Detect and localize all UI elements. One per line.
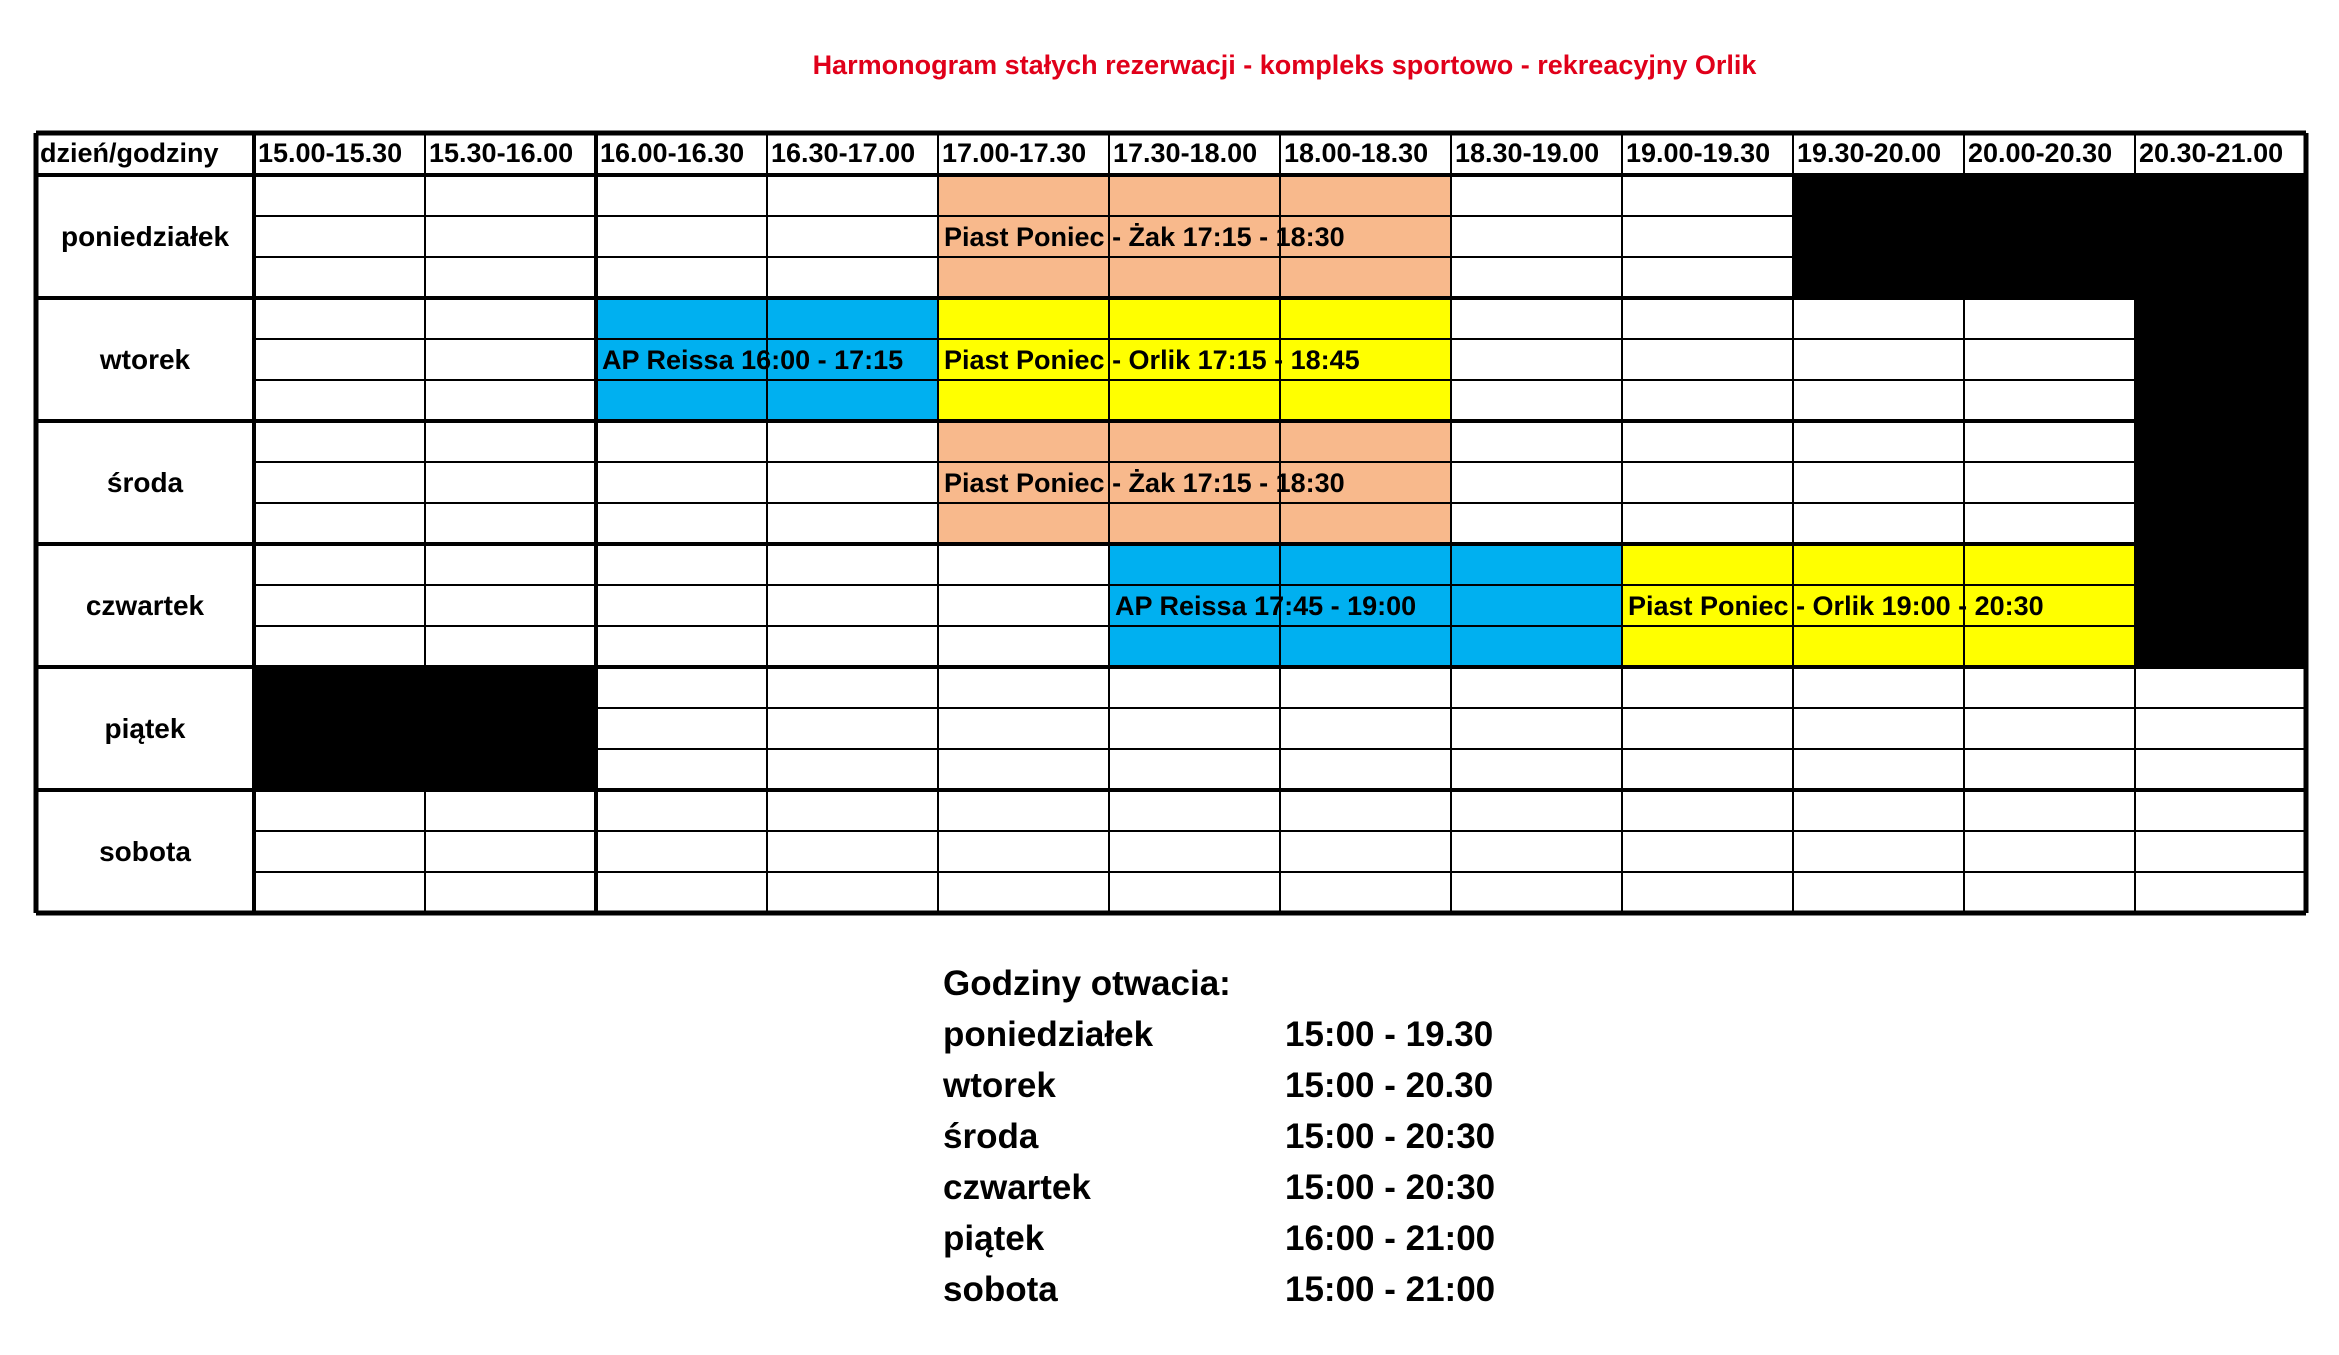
day-label: czwartek: [85, 589, 205, 621]
opening-hours-time: 15:00 - 21:00: [1285, 1269, 1496, 1309]
reservation-label: AP Reissa 16:00 - 17:15: [602, 345, 904, 375]
opening-hours-row: [943, 1264, 1495, 1315]
time-slot-header: 16.30-17.00: [771, 138, 916, 168]
opening-hours-row: [943, 1162, 1495, 1213]
opening-hours-time: 15:00 - 20.30: [1285, 1065, 1494, 1105]
time-slot-header: 16.00-16.30: [600, 138, 745, 168]
opening-hours-heading: Godziny otwacia:: [943, 963, 1231, 1003]
time-slot-header: 19.30-20.00: [1797, 138, 1942, 168]
opening-hours-row: [943, 1111, 1495, 1162]
day-label: sobota: [99, 835, 191, 867]
opening-hours-day: sobota: [943, 1269, 1058, 1309]
reservation-label: Piast Poniec - Żak 17:15 - 18:30: [944, 468, 1345, 498]
time-slot-header: 15.00-15.30: [258, 138, 403, 168]
reservation-label: Piast Poniec - Żak 17:15 - 18:30: [944, 222, 1345, 252]
day-label: poniedziałek: [60, 220, 230, 252]
header-corner: dzień/godziny: [40, 138, 219, 168]
day-label: piątek: [104, 712, 186, 744]
day-label: wtorek: [99, 343, 191, 375]
opening-hours-row: [943, 1060, 1495, 1111]
schedule-title: Harmonogram stałych rezerwacji - kompleks sportowo - rekreacyjny Orlik: [812, 50, 1757, 80]
opening-hours-row: [943, 1213, 1495, 1264]
reservation-label: Piast Poniec - Orlik 17:15 - 18:45: [944, 345, 1360, 375]
opening-hours-time: 15:00 - 19.30: [1285, 1014, 1494, 1054]
opening-hours-time: 15:00 - 20:30: [1285, 1167, 1496, 1207]
opening-hours-day: poniedziałek: [943, 1014, 1154, 1054]
day-label: środa: [106, 466, 184, 498]
opening-hours-day: czwartek: [943, 1167, 1091, 1207]
opening-hours-row: [943, 1009, 1495, 1060]
time-slot-header: 19.00-19.30: [1626, 138, 1771, 168]
reservation-label: Piast Poniec - Orlik 19:00 - 20:30: [1628, 591, 2044, 621]
opening-hours-time: 15:00 - 20:30: [1285, 1116, 1496, 1156]
time-slot-header: 18.00-18.30: [1284, 138, 1429, 168]
opening-hours: [943, 958, 1495, 1315]
reservation-label: AP Reissa 17:45 - 19:00: [1115, 591, 1417, 621]
time-slot-header: 15.30-16.00: [429, 138, 574, 168]
opening-hours-time: 16:00 - 21:00: [1285, 1218, 1496, 1258]
time-slot-header: 18.30-19.00: [1455, 138, 1600, 168]
time-slot-header: 17.00-17.30: [942, 138, 1087, 168]
opening-hours-day: piątek: [943, 1218, 1045, 1258]
time-slot-header: 20.00-20.30: [1968, 138, 2113, 168]
opening-hours-day: środa: [943, 1116, 1039, 1156]
time-slot-header: 20.30-21.00: [2139, 138, 2284, 168]
time-slot-header: 17.30-18.00: [1113, 138, 1258, 168]
opening-hours-day: wtorek: [943, 1065, 1056, 1105]
